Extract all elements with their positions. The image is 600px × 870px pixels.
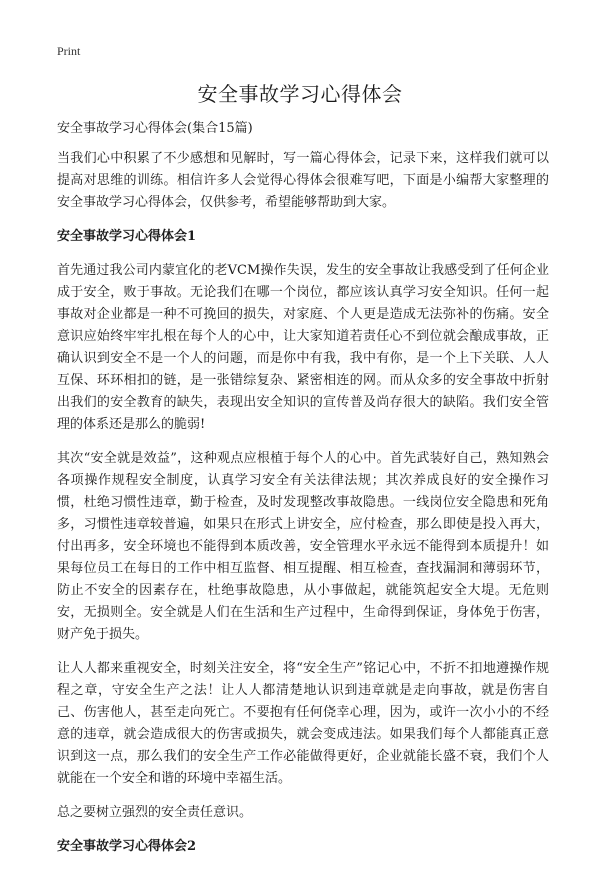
- document-body: [57, 118, 549, 870]
- section1-paragraph-3: 让人人都来重视安全，时刻关注安全，将“安全生产”铭记心中，不折不扣地遵操作规程之章，守安全生产之法！让人人都清楚地认识到违章就是走向事故，就是伤害自己、伤害他人，甚至走向死亡。不要抱有任何侥幸心理，因为，或许一次小小的不经意的违章，就会造成很大的伤害或损失，就会变成违法。如果我们每个人都能真正意识到这一点，那么我们的安全生产工作必能做得更好，企业就能长盛不衰，我们个人就能在一个安全和谐的环境中幸福生活。: [57, 661, 549, 786]
- document-subtitle: 安全事故学习心得体会(集合15篇): [57, 121, 253, 136]
- section-heading-1: 安全事故学习心得体会1: [57, 229, 197, 244]
- section1-paragraph-2: 其次“安全就是效益”，这种观点应根植于每个人的心中。首先武装好自己，熟知熟会各项操作规程安全制度，认真学习安全有关法律法规；其次养成良好的安全操作习惯，杜绝习惯性违章，勤于检查，及时发现整改事故隐患。一线岗位安全隐患和死角多，习惯性违章较普遍，如果只在形式上讲安全，应付检查，那么即使是投入再大，付出再多，安全环境也不能得到本质改善，安全管理水平永远不能得到本质提升！如果每位员工在每日的工作中相互监督、相互提醒、相互检查，查找漏洞和薄弱环节，防止不安全的因素存在，杜绝事故隐患，从小事做起，就能筑起安全大堤。无危则安，无损则全。安全就是人们在生活和生产过程中，生命得到保证，身体免于伤害，财产免于损失。: [57, 451, 549, 642]
- intro-paragraph: 当我们心中积累了不少感想和见解时，写一篇心得体会，记录下来，这样我们就可以提高对思维的训练。相信许多人会觉得心得体会很难写吧，下面是小编帮大家整理的安全事故学习心得体会，仅供参考，希望能够帮助到大家。: [57, 151, 549, 210]
- section1-paragraph-4: 总之要树立强烈的安全责任意识。: [57, 805, 253, 820]
- section1-paragraph-1: 首先通过我公司内蒙宜化的老VCM操作失误，发生的安全事故让我感受到了任何企业成于安全，败于事故。无论我们在哪一个岗位，都应该认真学习安全知识。任何一起事故对企业都是一种不可挽回的损失，对家庭、个人更是造成无法弥补的伤痛。安全意识应始终牢牢扎根在每个人的心中，让大家知道若责任心不到位就会酿成事故，正确认识到安全不是一个人的问题，而是你中有我，我中有你，是一个上下关联、人人互保、环环相扣的链，是一张错综复杂、紧密相连的网。而从众多的安全事故中折射出我们的安全教育的缺失，表现出安全知识的宣传普及尚存很大的缺陷。我们安全管理的体系还是那么的脆弱!: [57, 263, 549, 432]
- print-link[interactable]: Print: [57, 44, 81, 58]
- page-title: 安全事故学习心得体会: [197, 82, 403, 106]
- section-heading-2: 安全事故学习心得体会2: [57, 839, 197, 854]
